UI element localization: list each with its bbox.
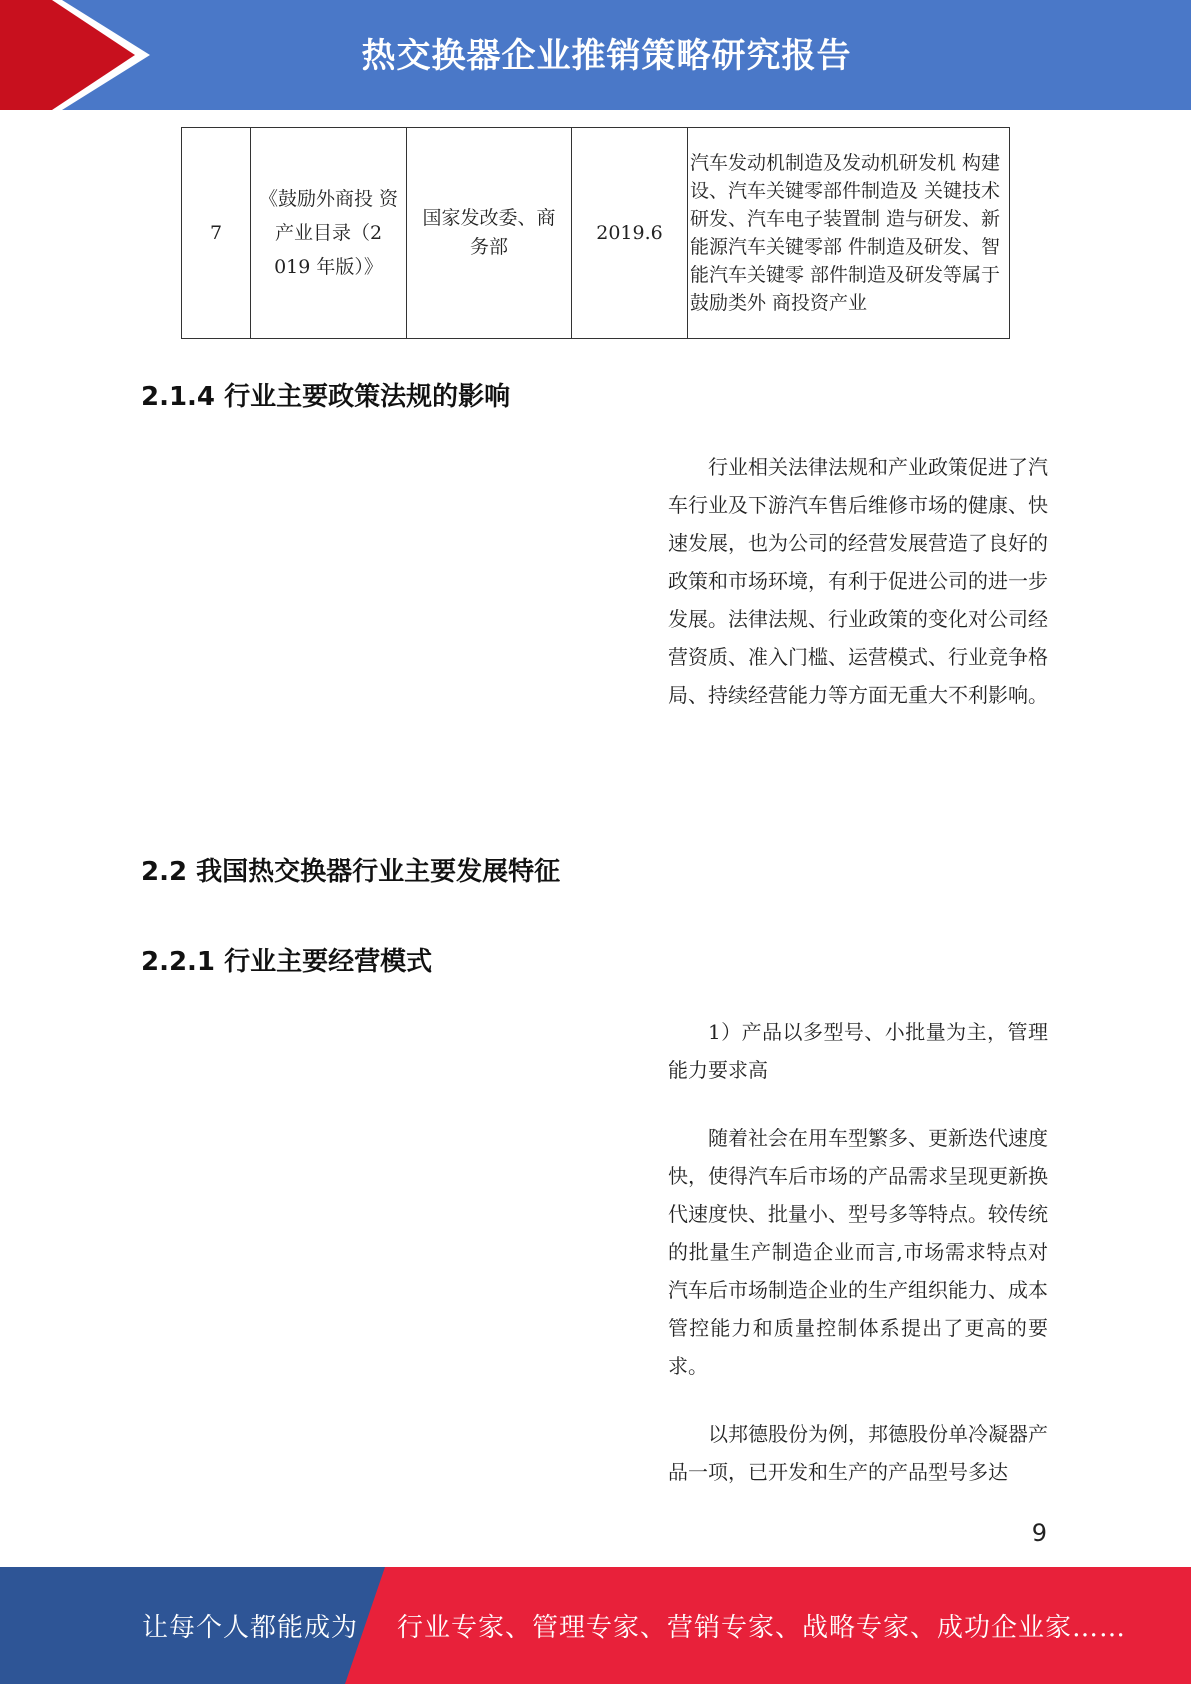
section-heading-2-2-1: 2.2.1 行业主要经营模式 bbox=[141, 947, 433, 977]
bond-example-paragraph: 以邦德股份为例，邦德股份单冷凝器产品一项，已开发和生产的产品型号多达 bbox=[668, 1422, 1048, 1484]
policy-impact-paragraph: 行业相关法律法规和产业政策促进了汽车行业及下游汽车售后维修市场的健康、快速发展，也为公司的经营发展营造了良好的政策和市场环境，有利于促进公司的进一步发展。法律法规、行业政策的变化对公司经营资质、准入门槛、运营模式、行业竞争格局、持续经营能力等方面无重大不利影响。 bbox=[668, 455, 1048, 707]
issue-date: 2019.6 bbox=[572, 128, 688, 339]
page-header bbox=[0, 0, 1191, 110]
report-title: 热交换器企业推销策略研究报告 bbox=[361, 36, 852, 76]
issuing-department: 国家发改委、商 务部 bbox=[407, 128, 572, 339]
section-heading-2-1-4: 2.1.4 行业主要政策法规的影响 bbox=[141, 382, 511, 412]
footer-slogan-right: 行业专家、管理专家、营销专家、战略专家、成功企业家…… bbox=[397, 1613, 1127, 1643]
business-model-point-1: 1）产品以多型号、小批量为主，管理能力要求高 bbox=[668, 1020, 1048, 1082]
page-footer bbox=[0, 1567, 1191, 1684]
policy-content: 汽车发动机制造及发动机研发机 构建设、汽车关键零部件制造及 关键技术研发、汽车电子装置制 造与研发、新能源汽车关键零部 件制造及研发、智能汽车关键零 部件制造及研发等属于鼓励类外 商投资产业 bbox=[688, 128, 1010, 339]
market-demand-paragraph: 随着社会在用车型繁多、更新迭代速度快，使得汽车后市场的产品需求呈现更新换代速度快、批量小、型号多等特点。较传统的批量生产制造企业而言,市场需求特点对汽车后市场制造企业的生产组织能力、成本管控能力和质量控制体系提出了更高的要求。 bbox=[668, 1126, 1048, 1378]
section-heading-2-2: 2.2 我国热交换器行业主要发展特征 bbox=[141, 857, 561, 887]
policy-table bbox=[181, 127, 1010, 339]
page-number: 9 bbox=[1031, 1519, 1047, 1547]
table-row bbox=[182, 128, 1010, 339]
row-number: 7 bbox=[182, 128, 251, 339]
footer-slogan-left: 让每个人都能成为 bbox=[142, 1613, 359, 1643]
policy-document: 《鼓励外商投 资产业目录（2 019 年版）》 bbox=[251, 128, 407, 339]
